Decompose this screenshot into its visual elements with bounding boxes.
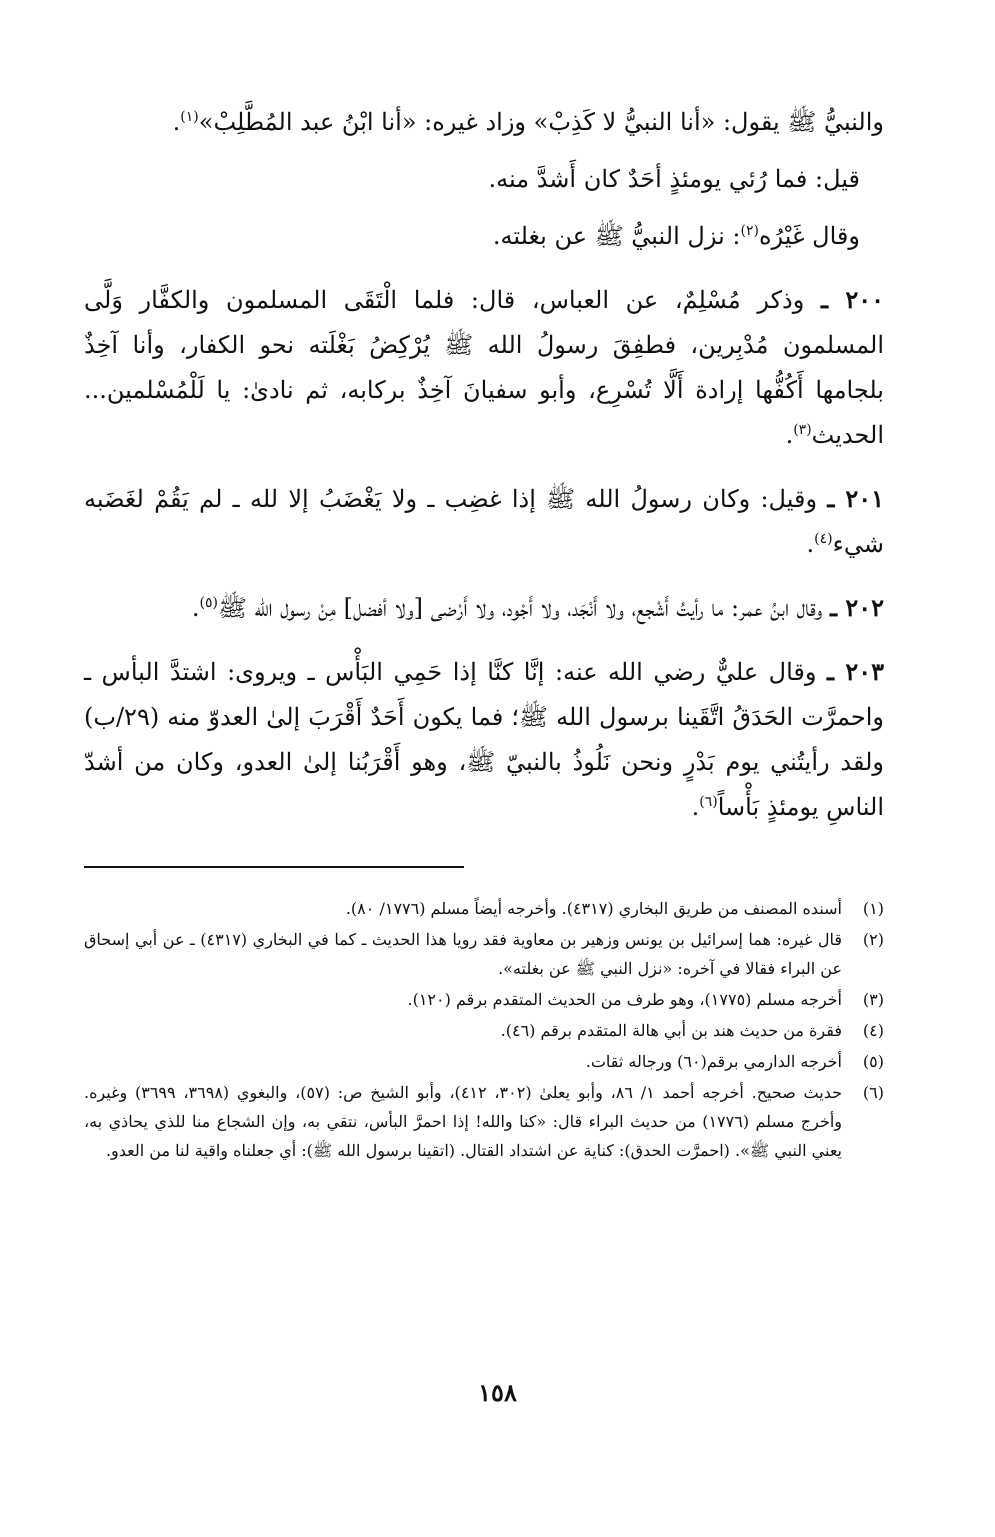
hadith-203	[84, 649, 884, 830]
hadith-201	[84, 476, 884, 567]
footnote-ref: (٤)	[814, 531, 833, 547]
hadith-202	[84, 585, 884, 631]
text-span: والنبيُّ ﷺ يقول: «أنا النبيُّ لا كَذِبْ» وزاد غيره: «أنا ابْنُ عبد المُطَّلِبْ»	[198, 108, 884, 136]
footnote-ref: (٦)	[699, 794, 718, 810]
footnote-number: (٣)	[862, 990, 884, 1009]
footnote-number: (٤)	[862, 1021, 884, 1040]
paragraph-said: قيل: فما رُئي يومئذٍ أحَدٌ كان أَشدَّ منه.	[488, 165, 860, 193]
footnote	[84, 925, 884, 983]
hadith-number: ٢٠٠ ـ	[820, 285, 884, 314]
footnote-text: أخرجه الدارمي برقم(٦٠) ورجاله ثقات.	[585, 1052, 842, 1071]
footnote-number: (٥)	[862, 1052, 884, 1071]
footnotes	[84, 894, 884, 1165]
hadith-number: ٢٠٣ ـ	[827, 657, 884, 686]
text-span: وذكر مُسْلِمٌ، عن العباس، قال: فلما الْتَقَى المسلمون والكفَّار وَلَّى المسلمون مُدْبِرين، فطفِقَ رسولُ الله ﷺ يُرْكِضُ بَغْلَته نحو الكفار، وأنا آخِذٌ بلجامها أَكُفُّها إرادة أَلَّا تُسْرِع، وأبو سفيانَ آخِذٌ بركابه، ثم نادىٰ: يا لَلْمُسْلمين... الحديث	[84, 286, 884, 449]
footnote-text: أخرجه مسلم (١٧٧٥)، وهو طرف من الحديث المتقدم برقم (١٢٠).	[407, 990, 842, 1009]
text-span: .	[172, 108, 181, 136]
text-span: .	[691, 793, 700, 821]
footnote-number: (١)	[862, 899, 884, 918]
footnote-text: أسنده المصنف من طريق البخاري (٤٣١٧). وأخرجه أيضاً مسلم (١٧٧٦/ ٨٠).	[345, 899, 842, 918]
main-text	[84, 100, 884, 830]
hadith-number: ٢٠١ ـ	[827, 484, 885, 513]
hadith-number: ٢٠٢ ـ	[829, 593, 884, 622]
footnote-number: (٦)	[862, 1083, 884, 1102]
text-span: .	[785, 421, 794, 449]
text-span: وقال غَيْرُه	[758, 222, 860, 250]
footnote-text: حديث صحيح. أخرجه أحمد ١/ ٨٦، وأبو يعلىٰ (٣٠٢، ٤١٢)، وأبو الشيخ ص: (٥٧)، والبغوي (٣٦٩٨، ٣٦٩٩) وغيره. وأخرج مسلم (١٧٧٦) من حديث البراء قال: «كنا والله! إذا احمرَّ البأس، نتقي به، وإن الشجاع منا للذي يحاذي به، يعني النبي ﷺ». (احمرَّت الحدق): كناية عن اشتداد القتال. (اتقينا برسول الله ﷺ): أي جعلناه واقية لنا من العدو.	[84, 1083, 843, 1160]
paragraph-other-said	[84, 214, 884, 259]
footnote-ref: (٢)	[740, 223, 759, 239]
text-span: .	[191, 594, 200, 622]
footnote	[84, 1078, 884, 1165]
footnote-ref: (٣)	[793, 422, 812, 438]
footnote	[84, 1016, 884, 1045]
text-span: وقال عليٌّ رضي الله عنه: إنَّا كنَّا إذا حَمِي البَأْس ـ ويروى: اشتدَّ البأس ـ واحمرَّت الحَدَقُ اتَّقَينا برسول الله ﷺ؛ فما يكون أَحَدٌ أَقْرَبَ إلىٰ العدوّ منه (٢٩/ب) ولقد رأيتُني يوم بَدْرٍ ونحن نَلُوذُ بالنبيّ ﷺ، وهو أَقْرَبُنا إلىٰ العدو، وكان من أشدّ الناسِ يومئذٍ بَأْساً	[84, 658, 884, 821]
text-span: وقيل: وكان رسولُ الله ﷺ إذا غضِب ـ ولا يَغْضَبُ إلا لله ـ لم يَقُمْ لغَضَبه شيء	[84, 485, 884, 558]
footnote-text: فقرة من حديث هند بن أبي هالة المتقدم برقم (٤٦).	[500, 1021, 842, 1040]
text-span: : نزل النبيُّ ﷺ عن بغلته.	[492, 222, 741, 250]
footnote-number: (٢)	[862, 930, 884, 949]
text-span: وقال ابنُ عمر: ما رأيتُ أَشْجع، ولا أَنْجَد، ولا أَجْود، ولا أَرْضى [ولا أفضل] مِنْ رسول الله ﷺ	[217, 594, 823, 622]
footnote-divider	[84, 866, 464, 868]
footnote-ref: (٥)	[199, 595, 218, 611]
page-number: ١٥٨	[478, 1378, 517, 1407]
footnote	[84, 985, 884, 1014]
paragraph-prophet-saying	[84, 100, 884, 145]
text-span: .	[806, 530, 815, 558]
footnote	[84, 894, 884, 923]
footnote-text: قال غيره: هما إسرائيل بن يونس وزهير بن معاوية فقد رويا هذا الحديث ـ كما في البخاري (٤٣١٧) ـ عن أبي إسحاق عن البراء فقالا في آخره: «نزل النبي ﷺ عن بغلته».	[84, 930, 843, 978]
footnote	[84, 1047, 884, 1076]
hadith-200	[84, 277, 884, 458]
footnote-ref: (١)	[180, 109, 199, 125]
book-page	[84, 100, 884, 1167]
